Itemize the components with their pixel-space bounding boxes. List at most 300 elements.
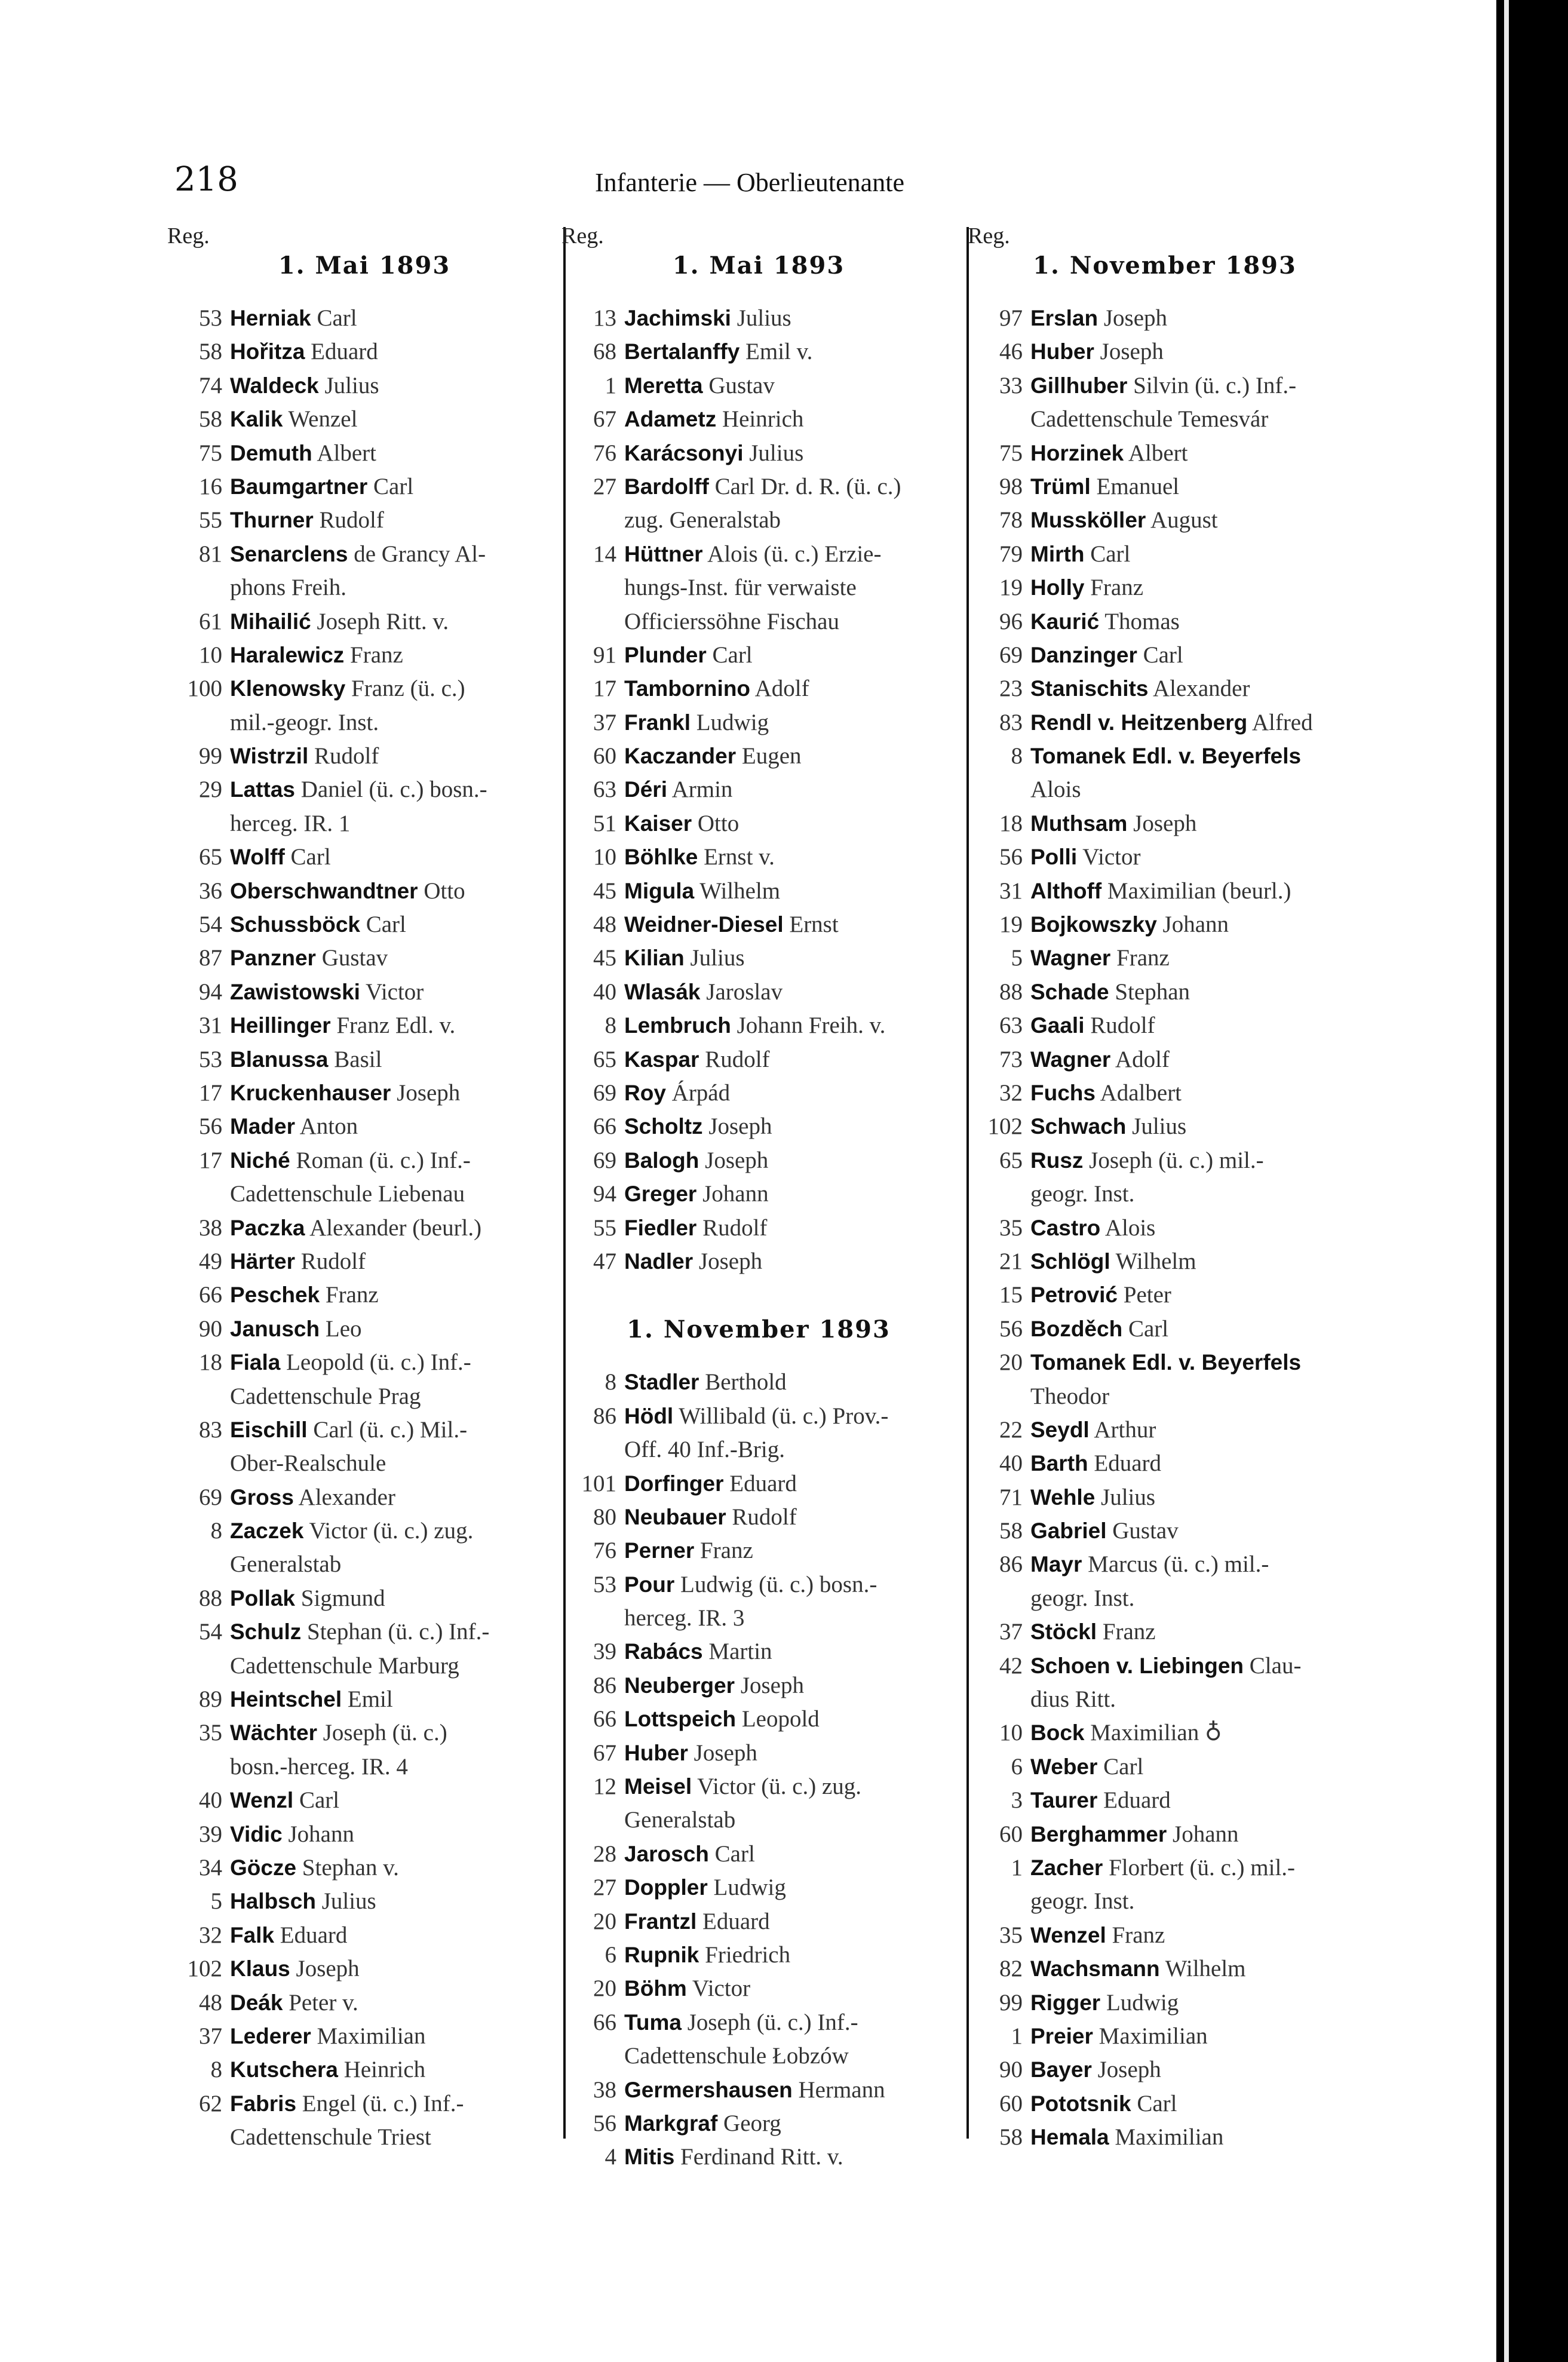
surname: Meisel: [624, 1774, 692, 1799]
given-name-and-notes: Generalstab: [230, 1551, 342, 1578]
officer-entry: [1030, 403, 1268, 436]
officer-entry: [624, 639, 753, 672]
surname: Hořitza: [230, 339, 305, 364]
reg-label: Reg.: [561, 223, 604, 249]
list-item: [167, 1615, 561, 1649]
given-name-and-notes: Armin: [671, 777, 733, 803]
list-item: [968, 1009, 1362, 1042]
officer-entry: [624, 1669, 804, 1703]
list-item: [167, 1514, 561, 1548]
given-name-and-notes: Eduard: [729, 1470, 797, 1496]
officer-entry: [1030, 1380, 1109, 1413]
surname: Härter: [230, 1249, 295, 1274]
given-name-and-notes: Carl: [714, 1840, 755, 1867]
surname: Markgraf: [624, 2111, 718, 2136]
surname: Wenzl: [230, 1788, 294, 1813]
given-name-and-notes: Eduard: [1103, 1787, 1171, 1814]
list-item: [968, 605, 1362, 639]
officer-entry: [1030, 1986, 1179, 2020]
officer-entry: [1030, 605, 1180, 639]
given-name-and-notes: Albert: [317, 440, 376, 466]
surname: Taurer: [1030, 1788, 1098, 1813]
officer-entry: [230, 1177, 465, 1211]
officer-entry: [624, 1737, 757, 1770]
officer-entry: [1030, 875, 1291, 908]
given-name-and-notes: herceg. IR. 1: [230, 810, 351, 836]
given-name-and-notes: Otto: [424, 878, 465, 904]
given-name-and-notes: Cadettenschule Łobzów: [624, 2043, 849, 2069]
given-name-and-notes: Julius: [1101, 1484, 1156, 1510]
list-item: [968, 1649, 1362, 1683]
officer-entry: [1030, 1851, 1295, 1885]
list-item: [167, 1380, 561, 1413]
regiment-number: 32: [199, 1922, 222, 1948]
regiment-number: 18: [999, 810, 1023, 836]
regiment-number: 86: [999, 1551, 1023, 1578]
regiment-number: 69: [593, 1079, 616, 1106]
surname: Schussböck: [230, 912, 360, 937]
list-item: [167, 706, 561, 740]
list-item: [167, 335, 561, 369]
regiment-number: 78: [999, 507, 1023, 533]
given-name-and-notes: Franz (ü. c.): [351, 676, 465, 702]
officer-entry: [1030, 773, 1081, 806]
list-item: [167, 1481, 561, 1514]
regiment-number: 5: [210, 1888, 222, 1915]
list-item: [561, 1635, 956, 1668]
regiment-number: 68: [593, 339, 616, 365]
given-name-and-notes: Julius: [1132, 1113, 1187, 1140]
regiment-number: 13: [593, 305, 616, 331]
given-name-and-notes: Sigmund: [300, 1585, 385, 1611]
list-item: [561, 2073, 956, 2107]
surname: Weidner-Diesel: [624, 912, 784, 937]
given-name-and-notes: Carl Dr. d. R. (ü. c.): [714, 473, 901, 499]
given-name-and-notes: Joseph Ritt. v.: [317, 608, 449, 634]
section-heading: 1. Mai 1893: [672, 251, 845, 280]
regiment-number: 69: [999, 642, 1023, 668]
list-item: [561, 403, 956, 436]
regiment-number: 83: [199, 1416, 222, 1443]
list-item: [167, 1548, 561, 1581]
officer-entry: [1030, 1615, 1156, 1649]
given-name-and-notes: Franz: [1090, 575, 1144, 601]
regiment-number: 20: [593, 1976, 616, 2002]
regiment-number: 73: [999, 1046, 1023, 1072]
given-name-and-notes: Johann: [288, 1821, 354, 1847]
officer-entry: [1030, 807, 1196, 840]
surname: Bardolff: [624, 474, 709, 499]
regiment-number: 102: [187, 1956, 222, 1982]
surname: Eischill: [230, 1417, 308, 1442]
officer-entry: [1030, 1413, 1156, 1447]
list-item: [561, 369, 956, 403]
given-name-and-notes: Cadettenschule Prag: [230, 1383, 421, 1409]
given-name-and-notes: Theodor: [1030, 1383, 1110, 1409]
regiment-number: 35: [999, 1922, 1023, 1948]
surname: Lembruch: [624, 1013, 731, 1038]
surname: Rupnik: [624, 1942, 699, 1967]
surname: Karácsonyi: [624, 440, 744, 465]
officer-entry: [1030, 1649, 1301, 1683]
regiment-number: 71: [999, 1484, 1023, 1510]
surname: Neubauer: [624, 1504, 726, 1529]
given-name-and-notes: Rudolf: [319, 507, 384, 533]
list-item: [167, 1683, 561, 1716]
given-name-and-notes: Julius: [690, 945, 745, 971]
given-name-and-notes: Joseph: [1133, 810, 1197, 836]
officer-entry: [1030, 2053, 1161, 2087]
given-name-and-notes: Carl: [1143, 642, 1183, 668]
regiment-number: 8: [210, 2057, 222, 2083]
given-name-and-notes: Ferdinand Ritt. v.: [680, 2144, 843, 2170]
list-item: [167, 369, 561, 403]
list-item: [167, 1346, 561, 1379]
list-item: [561, 1177, 956, 1211]
surname: Schulz: [230, 1619, 302, 1645]
list-item: [561, 941, 956, 975]
given-name-and-notes: Alexander: [298, 1484, 395, 1510]
surname: Tomanek Edl. v. Beyerfels: [1030, 1350, 1302, 1375]
given-name-and-notes: Victor: [366, 978, 424, 1005]
surname: Pototsnik: [1030, 2091, 1131, 2116]
officer-entry: [624, 2140, 843, 2174]
officer-entry: [230, 740, 379, 773]
list-item: [167, 302, 561, 335]
officer-entry: [1030, 1548, 1269, 1581]
officer-entry: [230, 1514, 473, 1548]
list-item: [561, 2039, 956, 2073]
list-item: [167, 1043, 561, 1076]
page-number: 218: [174, 160, 238, 199]
given-name-and-notes: Julius: [737, 305, 791, 331]
regiment-number: 1: [605, 372, 616, 398]
surname: Vidic: [230, 1821, 283, 1846]
given-name-and-notes: Joseph (ü. c.) Inf.-: [687, 2009, 858, 2035]
officer-entry: [1030, 1447, 1161, 1480]
surname: Lederer: [230, 2023, 311, 2048]
regiment-number: 48: [199, 1989, 222, 2016]
surname: Balogh: [624, 1148, 699, 1173]
surname: Wächter: [230, 1720, 317, 1746]
list-item: [561, 1534, 956, 1567]
list-item: [561, 437, 956, 470]
surname: Klenowsky: [230, 676, 346, 701]
officer-entry: [624, 672, 809, 705]
given-name-and-notes: Franz: [699, 1538, 753, 1564]
given-name-and-notes: August: [1150, 507, 1218, 533]
given-name-and-notes: Rudolf: [702, 1214, 768, 1241]
regiment-number: 19: [999, 912, 1023, 938]
list-item: [561, 504, 956, 537]
officer-entry: [230, 1750, 408, 1784]
regiment-number: 61: [199, 608, 222, 634]
surname: Pour: [624, 1572, 675, 1597]
list-item: [167, 840, 561, 874]
list-item: [167, 740, 561, 773]
regiment-number: 66: [199, 1282, 222, 1308]
surname: Petrović: [1030, 1283, 1118, 1308]
given-name-and-notes: Joseph: [397, 1079, 461, 1106]
given-name-and-notes: Franz: [1116, 945, 1170, 971]
regiment-number: 40: [999, 1450, 1023, 1477]
list-item: [968, 1312, 1362, 1346]
list-item: [167, 437, 561, 470]
given-name-and-notes: Rudolf: [1090, 1013, 1155, 1039]
list-item: [968, 1245, 1362, 1278]
regiment-number: 55: [199, 507, 222, 533]
officer-entry: [1030, 1278, 1171, 1312]
surname: Tambornino: [624, 676, 751, 701]
surname: Neuberger: [624, 1673, 735, 1698]
officer-entry: [230, 1716, 447, 1750]
surname: Fabris: [230, 2091, 297, 2116]
regiment-number: 90: [999, 2057, 1023, 2083]
officer-entry: [1030, 504, 1218, 537]
officer-entry: [230, 875, 465, 908]
heading-spacer: [561, 1348, 956, 1366]
surname: Deák: [230, 1990, 283, 2015]
list-item: [968, 1683, 1362, 1716]
officer-entry: [624, 1433, 785, 1467]
officer-entry: [624, 773, 732, 806]
list-item: [167, 1986, 561, 2020]
surname: Kilian: [624, 946, 685, 971]
column-1: [167, 224, 561, 2154]
officer-entry: [1030, 706, 1313, 740]
given-name-and-notes: Joseph: [1103, 305, 1168, 331]
list-item: [561, 2107, 956, 2140]
officer-entry: [1030, 1582, 1134, 1615]
regiment-number: 81: [199, 541, 222, 567]
given-name-and-notes: hungs-Inst. für verwaiste: [624, 575, 857, 601]
regiment-number: 96: [999, 608, 1023, 634]
officer-entry: [230, 2020, 425, 2053]
list-item: [561, 2140, 956, 2174]
regiment-number: 6: [1011, 1753, 1023, 1780]
given-name-and-notes: Joseph: [296, 1956, 360, 1982]
officer-entry: [230, 941, 388, 975]
regiment-number: 58: [199, 406, 222, 432]
officer-entry: [624, 1501, 797, 1534]
list-item: [561, 1366, 956, 1399]
surname: Bayer: [1030, 2057, 1092, 2082]
officer-entry: [624, 504, 781, 537]
given-name-and-notes: Emanuel: [1096, 473, 1180, 499]
given-name-and-notes: Carl: [290, 844, 331, 870]
regiment-number: 97: [999, 305, 1023, 331]
list-item: [968, 369, 1362, 403]
list-item: [167, 807, 561, 840]
officer-entry: [1030, 470, 1179, 504]
list-item: [167, 1447, 561, 1480]
list-item: [561, 2006, 956, 2039]
given-name-and-notes: Adolf: [754, 676, 809, 702]
officer-entry: [624, 470, 901, 504]
officer-entry: [624, 1703, 820, 1736]
heading-spacer: [561, 284, 956, 302]
regiment-number: 36: [199, 878, 222, 904]
list-item: [561, 840, 956, 874]
officer-entry: [1030, 1076, 1182, 1110]
regiment-number: 99: [199, 743, 222, 769]
list-item: [167, 2053, 561, 2087]
surname: Blanussa: [230, 1047, 329, 1072]
list-item: [968, 1413, 1362, 1447]
list-item: [167, 941, 561, 975]
list-item: [561, 1703, 956, 1736]
officer-entry: [230, 1110, 358, 1143]
regiment-number: 12: [593, 1774, 616, 1800]
regiment-number: 19: [999, 575, 1023, 601]
officer-entry: [230, 706, 379, 740]
given-name-and-notes: Joseph: [698, 1248, 763, 1274]
regiment-number: 1: [1011, 2023, 1023, 2049]
given-name-and-notes: Victor (ü. c.) zug.: [697, 1774, 862, 1800]
regiment-number: 54: [199, 1619, 222, 1645]
officer-entry: [230, 672, 465, 705]
list-item: [968, 1952, 1362, 1986]
given-name-and-notes: Joseph: [740, 1672, 804, 1698]
surname: Halbsch: [230, 1889, 316, 1914]
list-item: [561, 1770, 956, 1803]
given-name-and-notes: Joseph (ü. c.) mil.-: [1089, 1147, 1264, 1173]
officer-entry: [230, 840, 331, 874]
given-name-and-notes: Engel (ü. c.) Inf.-: [302, 2090, 464, 2116]
officer-entry: [624, 2107, 781, 2140]
given-name-and-notes: Johann: [702, 1181, 769, 1207]
officer-entry: [624, 908, 839, 941]
officer-entry: [624, 1467, 797, 1501]
officer-entry: [230, 571, 346, 605]
reg-label: Reg.: [968, 223, 1010, 249]
list-item: [968, 1177, 1362, 1211]
list-item: [968, 504, 1362, 537]
surname: Adametz: [624, 407, 717, 432]
surname: Meretta: [624, 373, 703, 398]
regiment-number: 90: [199, 1315, 222, 1342]
list-item: [561, 1433, 956, 1467]
officer-entry: [230, 2121, 431, 2154]
officer-entry: [230, 470, 413, 504]
surname: Schade: [1030, 979, 1109, 1004]
officer-entry: [624, 1972, 750, 2005]
given-name-and-notes: Joseph: [1100, 339, 1164, 365]
surname: Tuma: [624, 2010, 682, 2035]
regiment-number: 27: [593, 1875, 616, 1901]
regiment-number: 10: [999, 1720, 1023, 1746]
regiment-number: 55: [593, 1214, 616, 1241]
regiment-number: 37: [199, 2023, 222, 2049]
officer-entry: [1030, 1110, 1186, 1143]
regiment-number: 48: [593, 912, 616, 938]
list-item: [167, 1076, 561, 1110]
regiment-number: 31: [999, 878, 1023, 904]
regiment-number: 91: [593, 642, 616, 668]
given-name-and-notes: Daniel (ü. c.) bosn.-: [300, 777, 487, 803]
given-name-and-notes: Silvin (ü. c.) Inf.-: [1133, 372, 1297, 398]
officer-entry: [1030, 1919, 1165, 1952]
surname: Jarosch: [624, 1841, 709, 1866]
given-name-and-notes: geogr. Inst.: [1030, 1585, 1135, 1611]
surname: Kaurić: [1030, 609, 1100, 634]
officer-entry: [230, 1952, 360, 1986]
surname: Fiedler: [624, 1215, 697, 1240]
officer-entry: [1030, 976, 1190, 1009]
officer-entry: [1030, 1514, 1179, 1548]
given-name-and-notes: Martin: [708, 1639, 772, 1665]
regiment-number: 49: [199, 1248, 222, 1274]
officer-entry: [230, 1784, 339, 1817]
list-item: [968, 941, 1362, 975]
officer-entry: [624, 1009, 885, 1042]
list-item: [167, 875, 561, 908]
surname: Migula: [624, 878, 695, 903]
surname: Gross: [230, 1484, 294, 1510]
officer-entry: [624, 1871, 786, 1904]
officer-entry: [1030, 335, 1164, 369]
surname: Tomanek Edl. v. Beyerfels: [1030, 744, 1302, 769]
regiment-number: 53: [593, 1571, 616, 1597]
officer-entry: [230, 437, 376, 470]
surname: Lattas: [230, 777, 295, 802]
column-2: [561, 224, 956, 2174]
given-name-and-notes: Berthold: [705, 1369, 787, 1395]
regiment-number: 66: [593, 2009, 616, 2035]
given-name-and-notes: de Grancy Al-: [354, 541, 486, 567]
regiment-number: 98: [999, 473, 1023, 499]
given-name-and-notes: Maximilian: [1098, 2023, 1208, 2049]
officer-entry: [230, 2053, 425, 2087]
officer-entry: [624, 807, 739, 840]
surname: Baumgartner: [230, 474, 368, 499]
list-item: [167, 1312, 561, 1346]
list-item: [968, 1211, 1362, 1245]
list-item: [561, 1043, 956, 1076]
given-name-and-notes: Carl: [1128, 1315, 1169, 1342]
surname: Wagner: [1030, 1047, 1111, 1072]
surname: Stadler: [624, 1370, 699, 1395]
given-name-and-notes: Julius: [749, 440, 804, 466]
given-name-and-notes: Victor (ü. c.) zug.: [309, 1518, 474, 1544]
list-item: [561, 1602, 956, 1635]
list-item: [561, 571, 956, 605]
officer-entry: [1030, 1784, 1171, 1817]
regiment-number: 83: [999, 709, 1023, 735]
officer-entry: [230, 335, 378, 369]
surname: Mayr: [1030, 1552, 1082, 1577]
given-name-and-notes: Wilhelm: [1165, 1956, 1246, 1982]
list-item: [561, 1905, 956, 1938]
regiment-number: 8: [1011, 743, 1023, 769]
officer-entry: [1030, 1481, 1155, 1514]
given-name-and-notes: Cadettenschule Liebenau: [230, 1181, 465, 1207]
given-name-and-notes: Marcus (ü. c.) mil.-: [1088, 1551, 1269, 1578]
list-item: [561, 773, 956, 806]
given-name-and-notes: Eduard: [1094, 1450, 1161, 1477]
regiment-number: 58: [999, 1518, 1023, 1544]
officer-entry: [624, 1905, 770, 1938]
given-name-and-notes: Peter: [1123, 1282, 1171, 1308]
regiment-number: 63: [593, 777, 616, 803]
given-name-and-notes: Leo: [325, 1315, 362, 1342]
surname: Janusch: [230, 1316, 320, 1341]
officer-entry: [230, 1413, 467, 1447]
given-name-and-notes: Anton: [299, 1113, 358, 1140]
regiment-number: 39: [199, 1821, 222, 1847]
list-item: [561, 1400, 956, 1433]
given-name-and-notes: Alfred: [1251, 709, 1313, 735]
